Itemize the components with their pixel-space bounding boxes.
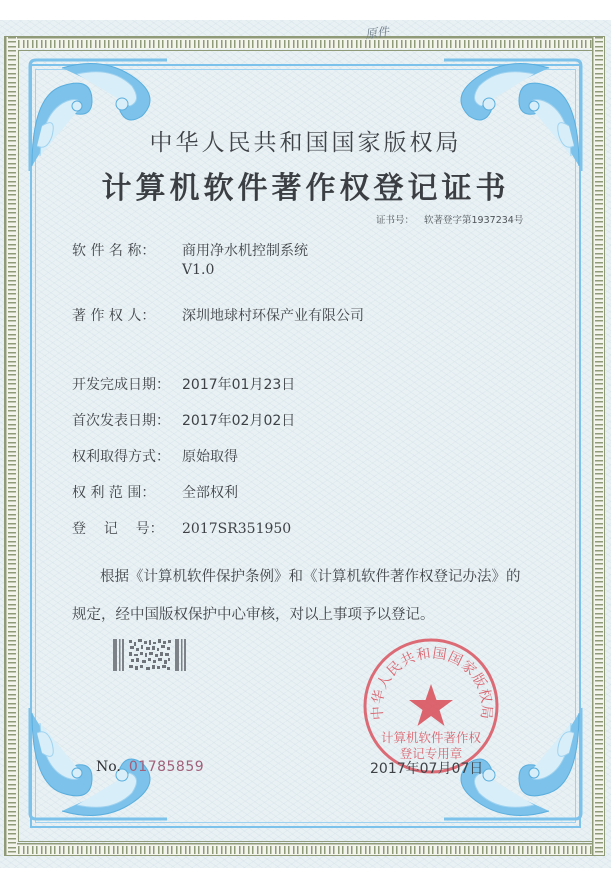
certificate-number	[376, 212, 523, 226]
field-label: 权 利 范 围：	[72, 485, 156, 501]
seal-outer-text: 中华人民共和国国家版权局	[369, 645, 495, 721]
field-value: 全部权利	[182, 485, 238, 501]
official-seal	[358, 636, 504, 776]
greek-key-border-left	[5, 37, 17, 855]
statement-line-1: 根据《计算机软件保护条例》和《计算机软件著作权登记办法》的	[100, 569, 521, 585]
serial-value: 01785859	[128, 759, 205, 775]
field-software-name	[72, 240, 308, 278]
serial-number	[96, 759, 204, 775]
field-value: 2017年01月23日	[182, 377, 296, 393]
greek-key-border-bottom	[5, 843, 604, 855]
field-copyright-owner	[72, 305, 364, 325]
field-label: 著 作 权 人：	[72, 308, 156, 324]
field-rights-scope	[72, 482, 238, 502]
corner-ornament-icon	[439, 56, 589, 176]
barcode-icon	[113, 639, 189, 671]
field-value: 2017SR351950	[182, 521, 292, 537]
greek-key-border-top	[5, 37, 604, 49]
field-label: 权利取得方式：	[72, 449, 170, 465]
field-registration-number	[72, 518, 291, 538]
field-value: 深圳地球村环保产业有限公司	[182, 308, 364, 324]
certificate-title: 计算机软件著作权登记证书	[101, 171, 510, 206]
certificate-number-label: 证书号：	[376, 215, 415, 226]
serial-label: No.	[96, 759, 121, 775]
field-value: 原始取得	[182, 449, 238, 465]
corner-ornament-icon	[22, 56, 172, 176]
field-label: 开发完成日期：	[72, 377, 170, 393]
field-value: 商用净水机控制系统	[182, 243, 308, 259]
issuer-title: 中华人民共和国国家版权局	[149, 130, 462, 156]
greek-key-border-right	[592, 37, 604, 855]
seal-inner-line-2: 登记专用章	[399, 746, 463, 761]
field-first-publication-date	[72, 410, 295, 430]
certificate-number-value: 软著登字第1937234号	[424, 215, 524, 226]
statement-line-2: 规定，经中国版权保护中心审核，对以上事项予以登记。	[72, 607, 435, 623]
issue-date: 2017年07月07日	[370, 761, 484, 777]
field-value: 2017年02月02日	[182, 413, 296, 429]
field-label: 软 件 名 称：	[72, 243, 156, 259]
handwritten-note: 原件	[364, 24, 390, 42]
star-icon	[409, 684, 453, 726]
field-acquisition-method	[72, 446, 238, 466]
software-version: V1.0	[182, 262, 215, 278]
field-label: 首次发表日期：	[72, 413, 170, 429]
field-label: 登 记 号：	[72, 521, 164, 537]
field-completion-date	[72, 374, 295, 394]
seal-inner-line-1: 计算机软件著作权	[380, 730, 482, 745]
